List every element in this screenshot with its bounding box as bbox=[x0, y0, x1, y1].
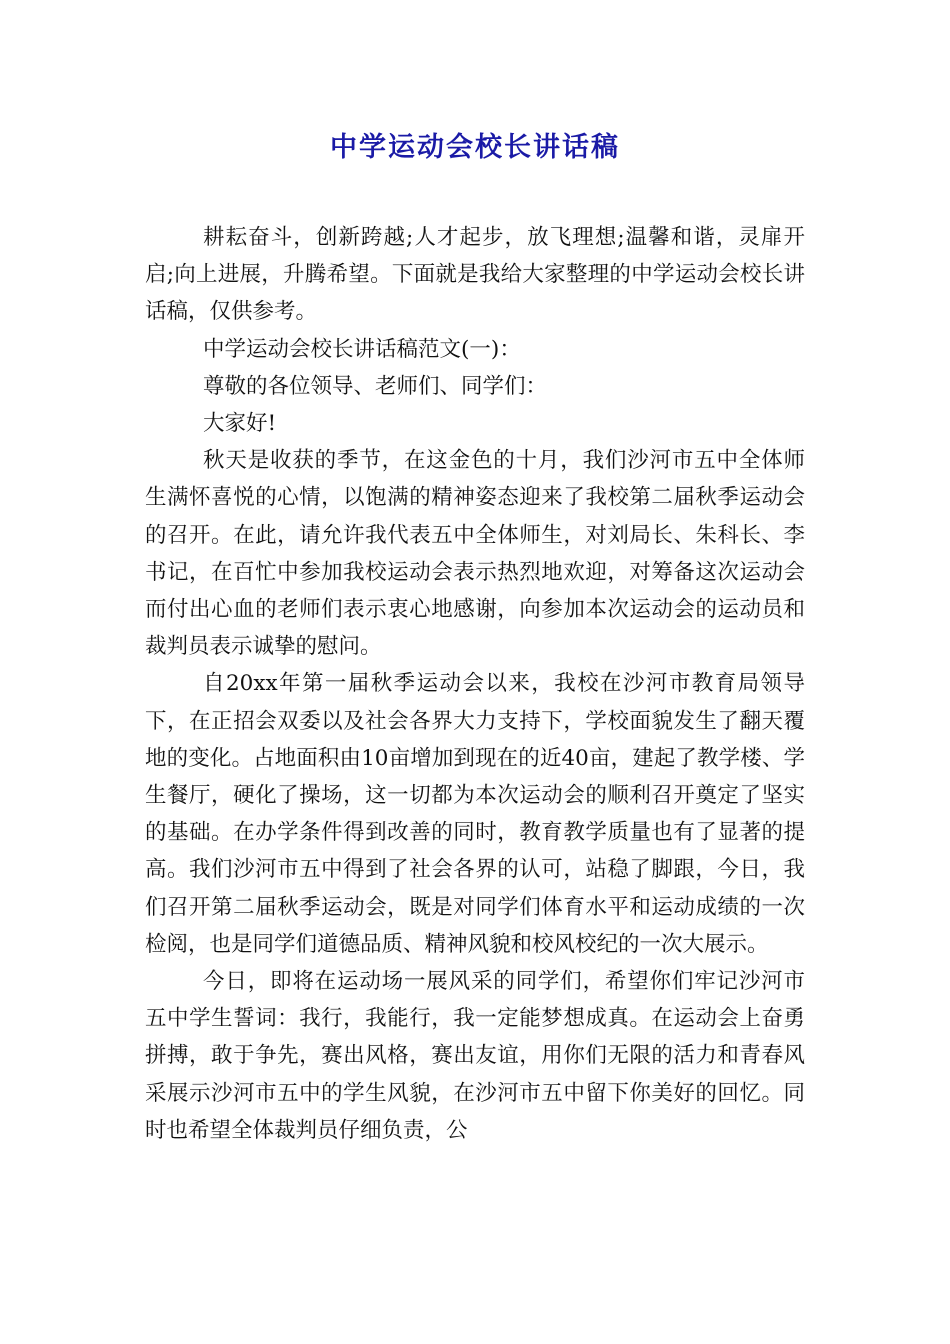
paragraph-hopes: 今日，即将在运动场一展风采的同学们，希望你们牢记沙河市五中学生誓词：我行，我能行，我一定能梦想成真。在运动会上奋勇拼搏，敢于争先，赛出风格，赛出友谊，用你们无限的活力和青春风采展示沙河市五中的学生风貌，在沙河市五中留下你美好的回忆。同时也希望全体裁判员仔细负责，公 bbox=[145, 969, 805, 1143]
document-body bbox=[145, 219, 805, 1149]
paragraph-intro: 耕耘奋斗，创新跨越;人才起步，放飞理想;温馨和谐，灵扉开启;向上进展，升腾希望。下面就是我给大家整理的中学运动会校长讲话稿，仅供参考。 bbox=[145, 225, 805, 325]
paragraph-sample-heading: 中学运动会校长讲话稿范文(一)： bbox=[203, 336, 521, 362]
document-title: 中学运动会校长讲话稿 bbox=[330, 132, 620, 163]
paragraph-autumn: 秋天是收获的季节，在这金色的十月，我们沙河市五中全体师生满怀喜悦的心情，以饱满的精神姿态迎来了我校第二届秋季运动会的召开。在此，请允许我代表五中全体师生，对刘局长、朱科长、李书记，在百忙中参加我校运动会表示热烈地欢迎，对筹备这次运动会而付出心血的老师们表示衷心地感谢，向参加本次运动会的运动员和裁判员表示诚挚的慰问。 bbox=[145, 448, 805, 660]
paragraph-greeting: 大家好! bbox=[203, 411, 277, 437]
paragraph-history: 自20xx年第一届秋季运动会以来，我校在沙河市教育局领导下，在正招会双委以及社会各界大力支持下，学校面貌发生了翻天覆地的变化。占地面积由10亩增加到现在的近40亩，建起了教学楼、学生餐厅，硬化了操场，这一切都为本次运动会的顺利召开奠定了坚实的基础。在办学条件得到改善的同时，教育教学质量也有了显著的提高。我们沙河市五中得到了社会各界的认可，站稳了脚跟，今日，我们召开第二届秋季运动会，既是对同学们体育水平和运动成绩的一次检阅，也是同学们道德品质、精神风貌和校风校纪的一次大展示。 bbox=[145, 671, 805, 957]
paragraph-salutation: 尊敬的各位领导、老师们、同学们： bbox=[203, 373, 548, 399]
